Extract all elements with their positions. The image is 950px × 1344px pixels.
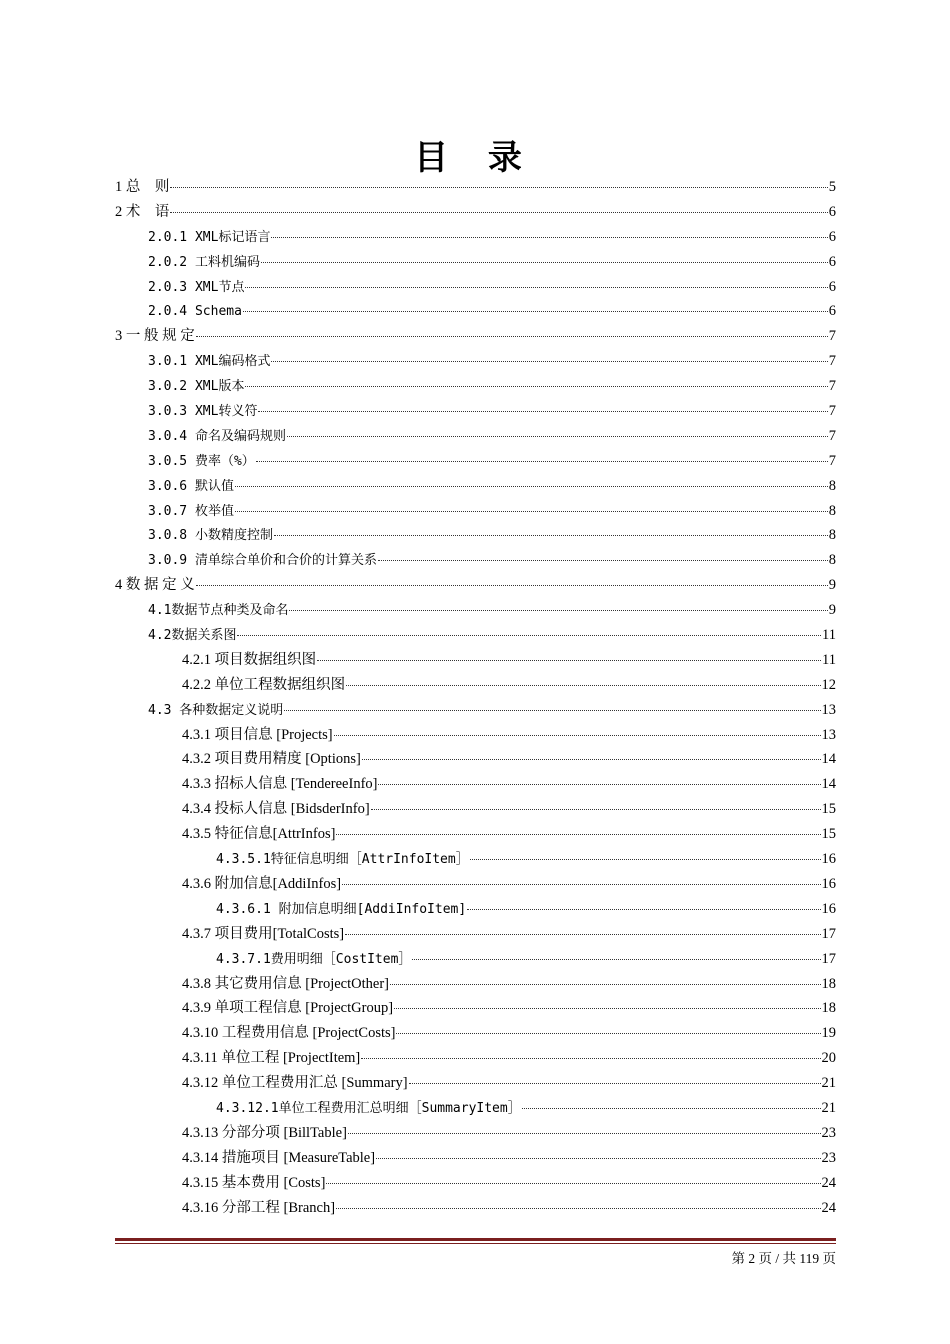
- toc-entry-label: 4.3.6 附加信息[AddiInfos]: [182, 875, 342, 892]
- toc-dot-leader: [261, 262, 828, 263]
- toc-entry-page-number: 24: [821, 1199, 836, 1216]
- toc-dot-leader: [376, 1158, 820, 1159]
- toc-entry[interactable]: [115, 847, 836, 872]
- toc-dot-leader: [245, 287, 827, 288]
- toc-entry[interactable]: [115, 1021, 836, 1046]
- toc-entry-label: 4.2数据关系图: [148, 628, 237, 644]
- toc-entry-label: 4.3.7 项目费用[TotalCosts]: [182, 925, 345, 942]
- toc-entry[interactable]: [115, 598, 836, 623]
- toc-entry-label: 3.0.3 XML转义符: [148, 404, 258, 420]
- toc-dot-leader: [258, 411, 827, 412]
- toc-entry[interactable]: [115, 797, 836, 822]
- toc-entry-label: 2 术 语: [115, 203, 170, 220]
- toc-entry-label: 4.3.9 单项工程信息 [ProjectGroup]: [182, 1000, 394, 1017]
- toc-entry[interactable]: [115, 523, 836, 548]
- toc-entry-page-number: 6: [828, 278, 836, 295]
- toc-entry-page-number: 14: [821, 751, 836, 768]
- toc-entry[interactable]: [115, 548, 836, 573]
- toc-dot-leader: [256, 461, 828, 462]
- toc-entry-page-number: 7: [828, 328, 836, 345]
- toc-entry-page-number: 21: [821, 1075, 836, 1092]
- toc-dot-leader: [522, 1108, 821, 1109]
- footer-rule-thick: [115, 1238, 836, 1241]
- toc-entry-page-number: 11: [822, 627, 836, 644]
- toc-entry-label: 4.3.4 投标人信息 [BidsderInfo]: [182, 801, 370, 818]
- toc-entry-page-number: 8: [828, 552, 836, 569]
- toc-entry[interactable]: [115, 275, 836, 300]
- toc-entry-label: 4.3.7.1费用明细［CostItem］: [216, 951, 412, 967]
- toc-dot-leader: [289, 610, 827, 611]
- toc-entry[interactable]: [115, 299, 836, 324]
- toc-entry-page-number: 8: [828, 502, 836, 519]
- toc-dot-leader: [170, 187, 827, 188]
- toc-entry-page-number: 7: [828, 378, 836, 395]
- toc-entry-page-number: 6: [828, 253, 836, 270]
- toc-dot-leader: [245, 386, 827, 387]
- toc-entry-page-number: 8: [828, 527, 836, 544]
- toc-entry-label: 4.1数据节点种类及命名: [148, 603, 289, 619]
- toc-entry-label: 3.0.6 默认值: [148, 478, 234, 494]
- toc-dot-leader: [412, 959, 820, 960]
- toc-dot-leader: [394, 1008, 820, 1009]
- toc-dot-leader: [196, 585, 828, 586]
- toc-entry[interactable]: [115, 996, 836, 1021]
- toc-entry-page-number: 21: [821, 1099, 836, 1116]
- toc-entry-label: 3.0.7 枚举值: [148, 503, 234, 519]
- toc-entry-page-number: 8: [828, 477, 836, 494]
- toc-entry[interactable]: [115, 947, 836, 972]
- toc-entry[interactable]: [115, 972, 836, 997]
- toc-dot-leader: [348, 1133, 821, 1134]
- toc-entry[interactable]: [115, 449, 836, 474]
- toc-entry[interactable]: [115, 723, 836, 748]
- toc-entry[interactable]: [115, 474, 836, 499]
- toc-entry[interactable]: [115, 225, 836, 250]
- toc-entry[interactable]: [115, 772, 836, 797]
- toc-entry-label: 4.3.15 基本费用 [Costs]: [182, 1174, 326, 1191]
- toc-dot-leader: [235, 486, 828, 487]
- toc-entry-label: 4.3.6.1 附加信息明细[AddiInfoItem]: [216, 901, 467, 917]
- toc-entry-label: 3 一 般 规 定: [115, 328, 195, 345]
- toc-entry-page-number: 13: [821, 726, 836, 743]
- toc-entry-page-number: 7: [828, 403, 836, 420]
- toc-entry-page-number: 18: [821, 975, 836, 992]
- toc-entry[interactable]: [115, 1171, 836, 1196]
- toc-entry[interactable]: [115, 175, 836, 200]
- toc-dot-leader: [326, 1183, 820, 1184]
- toc-dot-leader: [170, 212, 827, 213]
- toc-entry-label: 4.3 各种数据定义说明: [148, 702, 284, 718]
- toc-entry-page-number: 16: [821, 875, 836, 892]
- toc-entry-label: 4.3.14 措施项目 [MeasureTable]: [182, 1149, 376, 1166]
- toc-entry-page-number: 17: [821, 925, 836, 942]
- toc-entry-page-number: 6: [828, 303, 836, 320]
- toc-entry-label: 3.0.8 小数精度控制: [148, 528, 273, 544]
- toc-entry-page-number: 16: [821, 900, 836, 917]
- toc-dot-leader: [317, 660, 821, 661]
- footer-rule-thin: [115, 1243, 836, 1244]
- toc-entry-page-number: 6: [828, 228, 836, 245]
- toc-entry-label: 2.0.3 XML节点: [148, 279, 245, 295]
- toc-entry-page-number: 19: [821, 1025, 836, 1042]
- toc-entry-label: 4.3.13 分部分项 [BillTable]: [182, 1124, 347, 1141]
- toc-entry-label: 4.2.1 项目数据组织图: [182, 651, 317, 668]
- toc-entry[interactable]: [115, 698, 836, 723]
- toc-entry[interactable]: [115, 374, 836, 399]
- toc-entry[interactable]: [115, 1196, 836, 1221]
- toc-entry-label: 4.3.3 招标人信息 [TendereeInfo]: [182, 776, 378, 793]
- toc-entry[interactable]: [115, 673, 836, 698]
- toc-entry[interactable]: [115, 747, 836, 772]
- toc-entry[interactable]: [115, 324, 836, 349]
- toc-entry[interactable]: [115, 499, 836, 524]
- toc-entry-label: 4 数 据 定 义: [115, 577, 195, 594]
- toc-entry[interactable]: [115, 897, 836, 922]
- toc-dot-leader: [336, 1208, 820, 1209]
- toc-entry[interactable]: [115, 822, 836, 847]
- toc-entry[interactable]: [115, 872, 836, 897]
- toc-entry-label: 4.2.2 单位工程数据组织图: [182, 676, 346, 693]
- toc-dot-leader: [243, 311, 828, 312]
- toc-entry-label: 4.3.5 特征信息[AttrInfos]: [182, 826, 336, 843]
- toc-dot-leader: [274, 535, 828, 536]
- toc-entry-page-number: 20: [821, 1050, 836, 1067]
- toc-entry-label: 3.0.2 XML版本: [148, 379, 245, 395]
- toc-entry-label: 4.3.12 单位工程费用汇总 [Summary]: [182, 1075, 408, 1092]
- toc-entry-page-number: 12: [821, 676, 836, 693]
- toc-entry[interactable]: [115, 250, 836, 275]
- toc-entry-page-number: 18: [821, 1000, 836, 1017]
- toc-entry-label: 3.0.9 清单综合单价和合价的计算关系: [148, 553, 377, 569]
- toc-entry-label: 4.3.10 工程费用信息 [ProjectCosts]: [182, 1025, 396, 1042]
- toc-dot-leader: [237, 635, 821, 636]
- toc-dot-leader: [284, 710, 820, 711]
- toc-dot-leader: [342, 884, 820, 885]
- toc-dot-leader: [271, 361, 827, 362]
- toc-entry[interactable]: [115, 623, 836, 648]
- toc-dot-leader: [396, 1033, 820, 1034]
- toc-entry-page-number: 7: [828, 353, 836, 370]
- toc-dot-leader: [467, 909, 820, 910]
- toc-entry-label: 4.3.16 分部工程 [Branch]: [182, 1199, 336, 1216]
- toc-dot-leader: [371, 809, 821, 810]
- toc-dot-leader: [361, 1058, 820, 1059]
- toc-entry-label: 4.3.11 单位工程 [ProjectItem]: [182, 1050, 361, 1067]
- toc-entry-page-number: 13: [821, 701, 836, 718]
- toc-entry[interactable]: [115, 200, 836, 225]
- toc-entry-label: 2.0.1 XML标记语言: [148, 229, 271, 245]
- toc-title: 目 录: [414, 138, 536, 178]
- toc-dot-leader: [336, 834, 820, 835]
- toc-entry-label: 1 总 则: [115, 179, 170, 195]
- toc-entry-page-number: 14: [821, 776, 836, 793]
- toc-entry-label: 2.0.2 工料机编码: [148, 254, 260, 270]
- toc-entry[interactable]: [115, 1071, 836, 1096]
- toc-entry-page-number: 6: [828, 203, 836, 220]
- toc-entry[interactable]: [115, 922, 836, 947]
- toc-entry-label: 4.3.12.1单位工程费用汇总明细［SummaryItem］: [216, 1100, 521, 1116]
- toc-entry-page-number: 15: [821, 801, 836, 818]
- toc-entry-page-number: 7: [828, 427, 836, 444]
- toc-entry-page-number: 7: [828, 452, 836, 469]
- toc-entry-label: 2.0.4 Schema: [148, 304, 242, 320]
- toc-dot-leader: [378, 784, 820, 785]
- toc-entry-label: 4.3.1 项目信息 [Projects]: [182, 726, 333, 743]
- toc-dot-leader: [346, 685, 820, 686]
- toc-dot-leader: [345, 934, 820, 935]
- toc-entry-page-number: 23: [821, 1124, 836, 1141]
- toc-entry-label: 3.0.4 命名及编码规则: [148, 428, 286, 444]
- toc-entry[interactable]: [115, 648, 836, 673]
- table-of-contents: [115, 175, 836, 1220]
- toc-entry-page-number: 16: [821, 851, 836, 868]
- toc-dot-leader: [235, 511, 828, 512]
- toc-entry-page-number: 11: [822, 651, 836, 668]
- page-number-footer: 第 2 页 / 共 119 页: [731, 1251, 836, 1266]
- toc-entry[interactable]: [115, 424, 836, 449]
- toc-dot-leader: [409, 1083, 821, 1084]
- toc-dot-leader: [287, 436, 828, 437]
- toc-dot-leader: [334, 735, 821, 736]
- toc-entry[interactable]: [115, 573, 836, 598]
- toc-entry-label: 4.3.5.1特征信息明细［AttrInfoItem］: [216, 852, 469, 868]
- toc-entry-page-number: 9: [828, 577, 836, 594]
- toc-entry[interactable]: [115, 1096, 836, 1121]
- toc-dot-leader: [470, 859, 821, 860]
- toc-dot-leader: [196, 336, 828, 337]
- toc-dot-leader: [362, 759, 821, 760]
- toc-entry-page-number: 15: [821, 826, 836, 843]
- toc-entry-page-number: 17: [821, 950, 836, 967]
- toc-entry-page-number: 9: [828, 602, 836, 619]
- toc-entry-label: 3.0.1 XML编码格式: [148, 354, 271, 370]
- toc-dot-leader: [378, 560, 828, 561]
- toc-entry[interactable]: [115, 1146, 836, 1171]
- toc-dot-leader: [390, 984, 821, 985]
- toc-entry-label: 4.3.2 项目费用精度 [Options]: [182, 751, 361, 768]
- toc-entry-page-number: 5: [828, 179, 836, 195]
- toc-entry[interactable]: [115, 1121, 836, 1146]
- toc-entry[interactable]: [115, 1046, 836, 1071]
- toc-entry[interactable]: [115, 349, 836, 374]
- toc-entry-label: 4.3.8 其它费用信息 [ProjectOther]: [182, 975, 389, 992]
- toc-entry[interactable]: [115, 399, 836, 424]
- toc-dot-leader: [271, 237, 827, 238]
- toc-entry-page-number: 24: [821, 1174, 836, 1191]
- toc-entry-label: 3.0.5 费率（%）: [148, 453, 255, 469]
- toc-entry-page-number: 23: [821, 1149, 836, 1166]
